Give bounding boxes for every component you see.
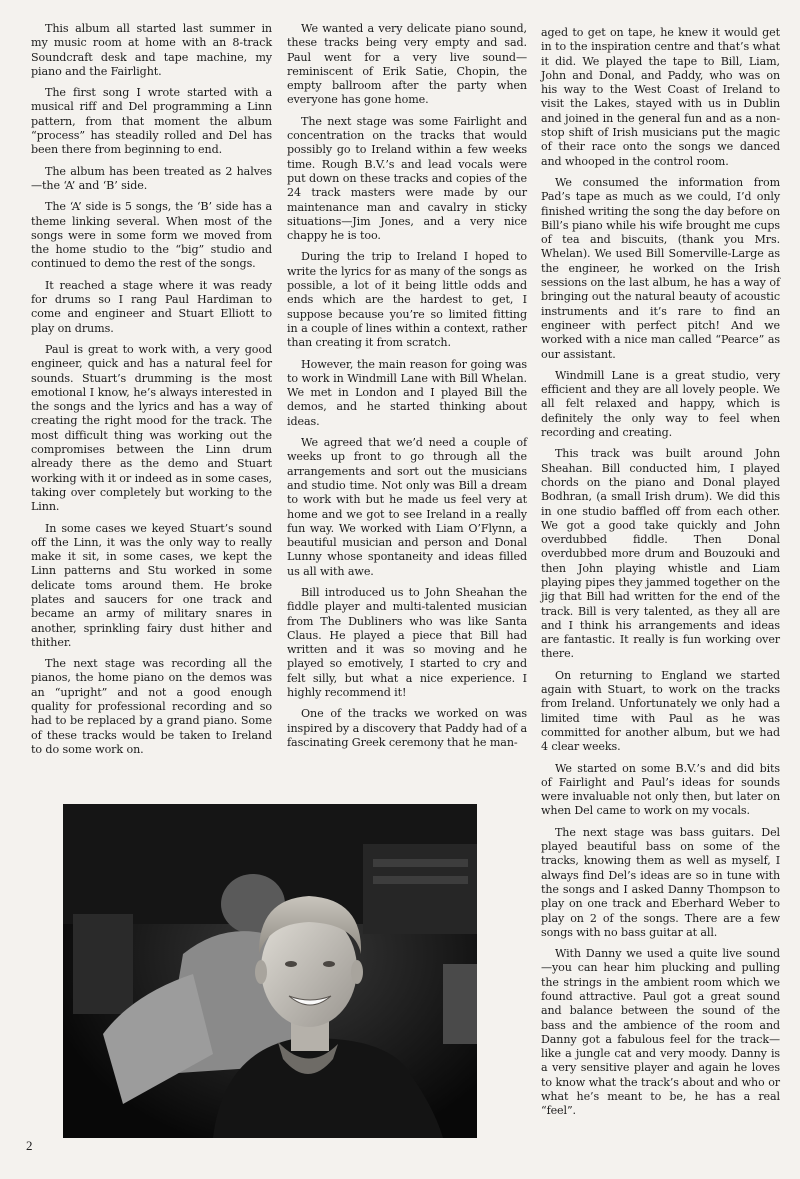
paragraph: However, the main reason for going was to work in Windmill Lane with Bill Whelan. We met in London and I played Bill the demos, and he started thinking about ideas. (287, 357, 527, 428)
paragraph: Windmill Lane is a great studio, very efficient and they are all lovely people. We all felt relaxed and happy, which is definitely the only way to feel when recording and creating. (541, 368, 780, 440)
paragraph: It reached a stage where it was ready for drums so I rang Paul Hardiman to come and engineer and Stuart Elliott to play on drums. (31, 278, 272, 335)
text-column-1 (31, 22, 272, 764)
paragraph: We started on some B.V.’s and did bits of Fairlight and Paul’s ideas for sounds were invaluable not only then, but later on when Del came to work on my vocals. (541, 761, 780, 818)
paragraph: With Danny we used a quite live sound—you can hear him plucking and pulling the strings in the ambient room which we found attractive. Paul got a great sound and balance between the sound of the bass and the ambience of the room and Danny got a fabulous feel for the track—like a jungle cat and very moody. Danny is a very sensitive player and again he loves to know what the track’s about and who or what he’s meant to be, he has a real “feel”. (541, 947, 780, 1118)
paragraph: We agreed that we’d need a couple of weeks up front to go through all the arrangements and sort out the musicians and studio time. Not only was Bill a dream to work with but he made us feel very at home and we got to see Ireland in a really fun way. We worked with Liam O’Flynn, a beautiful musician and person and Donal Lunny whose spontaneity and ideas filled us all with awe. (287, 436, 527, 578)
paragraph: On returning to England we started again with Stuart, to work on the tracks from Ireland. Unfortunately we only had a limited time with Paul as he was committed for another album, but we had 4 clear weeks. (541, 668, 780, 754)
paragraph: One of the tracks we worked on was inspired by a discovery that Paddy had of a fascinating Greek ceremony that he man- (287, 707, 527, 749)
paragraph: The first song I wrote started with a musical riff and Del programming a Linn pattern, from that moment the album “process” has steadily rolled and Del has been there from beginning to end. (31, 86, 272, 157)
paragraph: During the trip to Ireland I hoped to write the lyrics for as many of the songs as possible, a lot of it being little odds and ends which are the hardest to get, I suppose because you’re so limited fitting in a couple of lines within a context, rather than creating it from scratch. (287, 250, 527, 350)
paragraph: This track was built around John Sheahan. Bill conducted him, I played chords on the piano and Donal played Bodhran, (a small Irish drum). We did this in one studio baffled off from each other. We got a good take quickly and John overdubbed fiddle. Then Donal overdubbed more drum and Bouzouki and then John playing whistle and Liam playing pipes they jammed together on the jig that Bill had written for the end of the track. Bill is very talented, as they all are and I think his arrangements and ideas are fantastic. It really is fun working over there. (541, 447, 780, 661)
page-number: 2 (26, 1138, 33, 1153)
text-column-2 (287, 22, 527, 757)
paragraph: In some cases we keyed Stuart’s sound off the Linn, it was the only way to really make it sit, in some cases, we kept the Linn patterns and Stu worked in some delicate toms around them. He broke plates and saucers for one track and became an army of military snares in another, sprinkling fairy dust hither and thither. (31, 521, 272, 649)
studio-photo (63, 804, 477, 1138)
paragraph: Bill introduced us to John Sheahan the fiddle player and multi-talented musician from The Dubliners who was like Santa Claus. He played a piece that Bill had written and it was so moving and he played so emotively, I started to cry and felt silly, but what a nice experience. I highly recommend it! (287, 585, 527, 700)
paragraph: We consumed the information from Pad’s tape as much as we could, I’d only finished writing the song the day before on Bill’s piano while his wife brought me cups of tea and biscuits, (thank you Mrs. Whelan). We used Bill Somerville-Large as the engineer, he worked on the Irish sessions on the last album, he has a way of bringing out the natural beauty of acoustic instruments and it’s rare to find an engineer with perfect pitch! And we worked with a nice man called “Pearce” as our assistant. (541, 175, 780, 361)
paragraph: Paul is great to work with, a very good engineer, quick and has a natural feel for sounds. Stuart’s drumming is the most emotional I know, he’s always interested in the songs and the lyrics and has a way of creating the right mood for the track. The most difficult thing was working out the compromises between the Linn drum already there as the demo and Stuart working with it or indeed as in some cases, taking over completely but working to the Linn. (31, 342, 272, 514)
paragraph: The ‘A’ side is 5 songs, the ‘B’ side has a theme linking several. When most of the songs were in some form we moved from the home studio to the “big” studio and continued to demo the rest of the songs. (31, 200, 272, 271)
photo-illustration (63, 804, 477, 1138)
paragraph: The next stage was recording all the pianos, the home piano on the demos was an “upright” and not a good enough quality for professional recording and so had to be replaced by a grand piano. Some of these tracks would be taken to Ireland to do some work on. (31, 657, 272, 756)
paragraph: The next stage was bass guitars. Del played beautiful bass on some of the tracks, knowing them as well as myself, I always find Del’s ideas are so in tune with the songs and I asked Danny Thompson to play on one track and Eberhard Weber to play on 2 of the songs. There are a few songs with no bass guitar at all. (541, 825, 780, 939)
paragraph: aged to get on tape, he knew it would get in to the inspiration centre and that’s what it did. We played the tape to Bill, Liam, John and Donal, and Paddy, who was on his way to the West Coast of Ireland to visit the Lakes, stayed with us in Dublin and joined in the general fun and as a non-stop shift of Irish musicians put the magic of their race onto the songs we danced and whooped in the control room. (541, 26, 780, 168)
text-column-3 (541, 26, 780, 1126)
paragraph: We wanted a very delicate piano sound, these tracks being very empty and sad. Paul went for a very live sound—reminiscent of Erik Satie, Chopin, the empty ballroom after the party when everyone has gone home. (287, 22, 527, 107)
paragraph: This album all started last summer in my music room at home with an 8-track Soundcraft desk and tape machine, my piano and the Fairlight. (31, 22, 272, 78)
paragraph: The album has been treated as 2 halves—the ‘A’ and ‘B’ side. (31, 164, 272, 192)
paragraph: The next stage was some Fairlight and concentration on the tracks that would possibly go to Ireland within a few weeks time. Rough B.V.’s and lead vocals were put down on these tracks and copies of the 24 track masters were made by our maintenance man and cavalry in sticky situations—Jim Jones, and a very nice chappy he is too. (287, 114, 527, 243)
